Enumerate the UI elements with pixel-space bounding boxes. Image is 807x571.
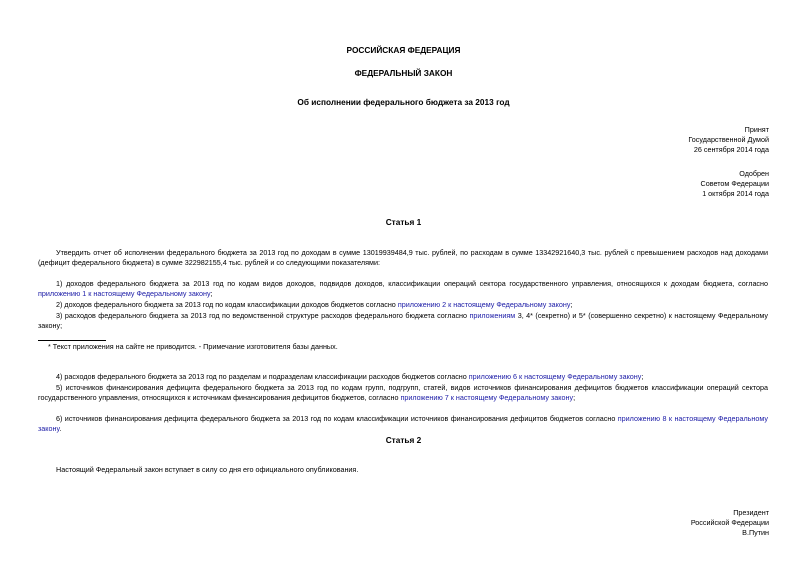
article-1-heading: Статья 1 <box>385 217 422 227</box>
footnote-separator <box>38 340 106 341</box>
item-4-end: ; <box>641 372 644 381</box>
item-6-link[interactable]: приложению 8 к настоящему Федеральному закону <box>38 414 768 433</box>
item-1-end: ; <box>210 289 213 298</box>
item-3-text: 3) расходов федерального бюджета за 2013 год по ведомственной структуре расходов федерального бюджета согласно <box>56 311 470 320</box>
approved-date: 1 октября 2014 года <box>702 189 769 198</box>
article-1-item-3 <box>38 311 768 331</box>
signature-position: Президент <box>733 508 769 517</box>
article-1-item-5 <box>38 383 768 403</box>
signature-name: В.Путин <box>742 528 769 537</box>
item-1-text: 1) доходов федерального бюджета за 2013 год по кодам видов доходов, подвидов доходов, классификации операций сектора государственного управления, относящихся к доходам бюджета, согласно <box>56 279 768 288</box>
item-6-end: . <box>59 424 62 433</box>
article-1-intro: Утвердить отчет об исполнении федерального бюджета за 2013 год по доходам в сумме 13019939484,9 тыс. рублей, по расходам в сумме 13342921640,3 тыс. рублей с превышением расходов над доходами (дефицит федерального бюджета) в сумме 322982155,4 тыс. рублей и со следующими показателями: <box>38 248 768 267</box>
approved-by: Советом Федерации <box>700 179 769 188</box>
document-type-heading: ФЕДЕРАЛЬНЫЙ ЗАКОН <box>354 68 453 78</box>
signature-country: Российской Федерации <box>690 518 769 527</box>
item-2-text: 2) доходов федерального бюджета за 2013 год по кодам классификации доходов бюджетов согласно <box>56 300 398 309</box>
approved-label: Одобрен <box>739 169 769 178</box>
item-5-text: 5) источников финансирования дефицита федерального бюджета за 2013 год по кодам групп, подгрупп, статей, видов источников финансирования дефицитов бюджетов классификации операций сектора государственного управления, относящихся к источникам финансирования дефицитов бюджетов, согласно <box>38 383 768 402</box>
footnote: * Текст приложения на сайте не приводится. - Примечание изготовителя базы данных. <box>48 342 338 351</box>
article-1-item-1 <box>38 279 768 299</box>
item-3-end: 3, 4* (секретно) и 5* (совершенно секретно) к настоящему Федеральному закону; <box>38 311 768 330</box>
adopted-label: Принят <box>744 125 769 134</box>
adoption-block <box>569 125 769 199</box>
article-2-heading: Статья 2 <box>385 435 422 445</box>
signature-block <box>569 508 769 538</box>
item-1-link[interactable]: приложению 1 к настоящему Федеральному закону <box>38 289 211 298</box>
item-6-text: 6) источников финансирования дефицита федерального бюджета за 2013 год по кодам классификации источников финансирования дефицитов бюджетов согласно <box>56 414 618 423</box>
item-5-end: ; <box>573 393 576 402</box>
document-title: Об исполнении федерального бюджета за 2013 год <box>297 97 510 107</box>
item-4-link[interactable]: приложению 6 к настоящему Федеральному закону <box>468 372 642 381</box>
country-heading: РОССИЙСКАЯ ФЕДЕРАЦИЯ <box>346 45 461 55</box>
adopted-by: Государственной Думой <box>688 135 769 144</box>
item-2-link[interactable]: приложению 2 к настоящему Федеральному закону <box>397 300 571 309</box>
article-1-item-6 <box>38 414 768 434</box>
article-1-item-4 <box>38 372 768 382</box>
article-1-item-2 <box>38 300 768 310</box>
article-2-text: Настоящий Федеральный закон вступает в силу со дня его официального опубликования. <box>56 465 359 474</box>
adopted-date: 26 сентября 2014 года <box>693 145 769 154</box>
item-4-text: 4) расходов федерального бюджета за 2013 год по разделам и подразделам классификации расходов бюджетов согласно <box>56 372 469 381</box>
item-3-link[interactable]: приложениям <box>469 311 516 320</box>
item-2-end: ; <box>570 300 573 309</box>
item-5-link[interactable]: приложению 7 к настоящему Федеральному закону <box>400 393 574 402</box>
